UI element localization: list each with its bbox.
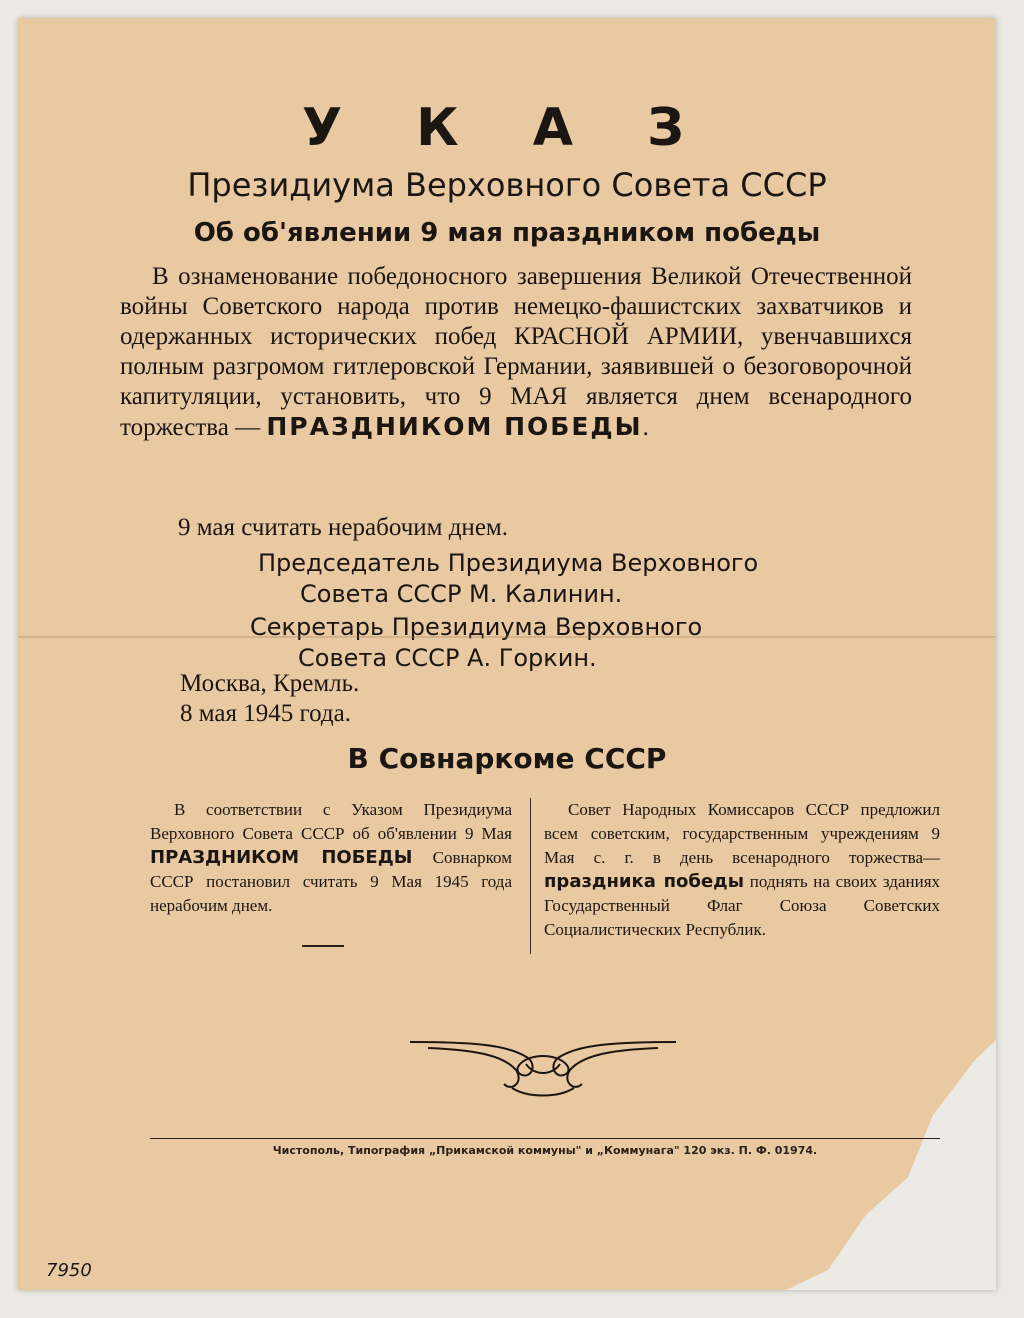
right-column: [544, 798, 940, 942]
left-column-text-2: Совнарком СССР постановил считать 9 Мая 1945 года нерабочим днем.: [150, 848, 512, 915]
column-divider: [530, 798, 531, 954]
right-column-emphasis: праздника победы: [544, 871, 744, 892]
imprint-text: Чистополь, Типография „Прикамской коммуны" и „Коммунага" 120 экз. П. Ф. 01974.: [272, 1144, 818, 1157]
decree-title: У К А З: [301, 98, 713, 158]
decree-body-end: .: [642, 414, 649, 441]
decree-body: [120, 262, 912, 443]
signature-secretary-title: Секретарь Президиума Верховного: [250, 613, 703, 641]
right-column-text-1: Совет Народных Комиссаров СССР предложил всем советским, государственным учреждениям 9 Мая с. г. в день всенародного торжества—: [544, 800, 940, 867]
left-column: [150, 798, 512, 918]
torn-corner: [786, 1040, 996, 1290]
decree-heading: Об об'явлении 9 мая праздником победы: [193, 218, 821, 248]
signature-chairman-title: Председатель Президиума Верховного: [258, 549, 759, 577]
signature-chairman-name: Совета СССР М. Калинин.: [300, 580, 623, 608]
left-column-emphasis: ПРАЗДНИКОМ ПОБЕДЫ: [150, 847, 413, 868]
document-sheet: [18, 18, 996, 1290]
sovnarkom-heading: В Совнаркоме СССР: [347, 742, 667, 775]
decree-body-text: В ознаменование победоносного завершения Великой Отечественной войны Советского народа против немецко-фашистских захватчиков и одержанных исторических побед КРАСНОЙ АРМИИ, увенчавшихся полным разгромом гитлеровской Германии, заявившей о безоговорочной капитуляции, установить, что 9 МАЯ является днем всенародного торжества —: [120, 263, 912, 441]
decree-subtitle: Президиума Верховного Совета СССР: [187, 166, 827, 204]
ornament-flourish: [408, 1030, 678, 1100]
non-working-day-line: 9 мая считать нерабочим днем.: [178, 514, 508, 541]
date-line: 8 мая 1945 года.: [180, 700, 351, 727]
place-line: Москва, Кремль.: [180, 670, 360, 697]
left-column-text-1: В соответствии с Указом Президиума Верховного Совета СССР об об'явлении 9 Мая: [150, 800, 512, 843]
inventory-number: 7950: [46, 1260, 92, 1281]
imprint-rule: [150, 1138, 940, 1139]
right-column-text-2: поднять на своих зданиях Государственный Флаг Союза Советских Социалистических Республик.: [544, 872, 941, 939]
column-dash: [302, 945, 344, 947]
signature-secretary-name: Совета СССР А. Горкин.: [298, 644, 597, 672]
decree-body-emphasis: ПРАЗДНИКОМ ПОБЕДЫ: [266, 412, 643, 441]
